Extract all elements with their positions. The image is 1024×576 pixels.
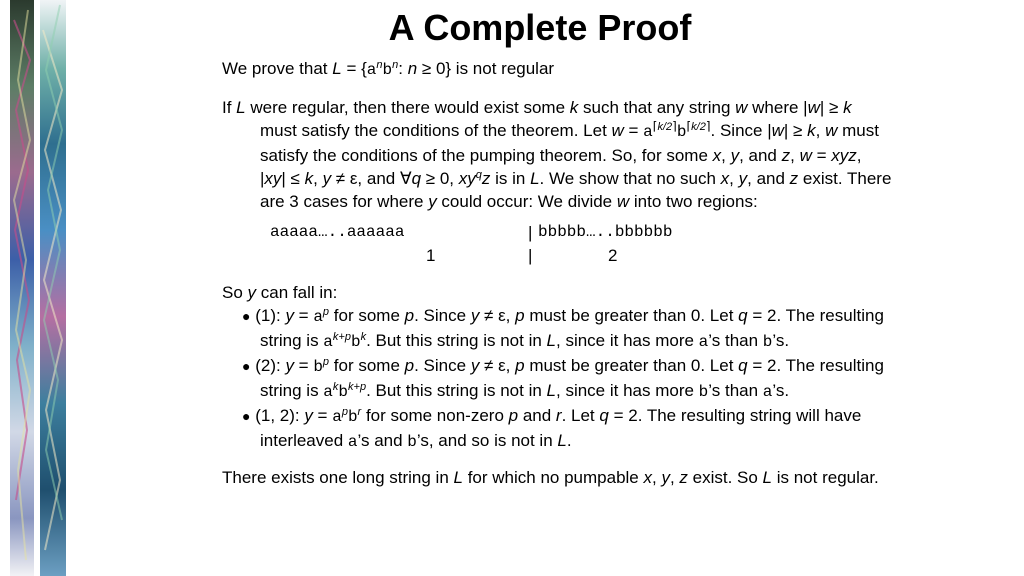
text: exist. So [687, 468, 763, 487]
text: , and [739, 146, 782, 165]
var: y [470, 306, 480, 325]
region-1-string: aaaaa…..aaaaaa [270, 223, 405, 241]
symbol: a [643, 123, 653, 141]
decorative-strip-left [10, 0, 34, 576]
ceil: ⌉ [672, 119, 677, 133]
text: ’s than [708, 381, 763, 400]
text: and [518, 406, 556, 425]
var: p [515, 356, 525, 375]
text: . [566, 431, 572, 450]
var: w [611, 121, 624, 140]
text: = [312, 406, 333, 425]
var: xy [264, 169, 282, 188]
text: , [669, 468, 680, 487]
text: , [815, 121, 826, 140]
text: , and [747, 169, 790, 188]
text: ≥ 0} is not regular [417, 59, 555, 78]
text: So [222, 283, 248, 302]
case-region-1-2 [222, 404, 892, 454]
text: must be greater than 0. Let [524, 306, 739, 325]
symbol: b [350, 333, 361, 351]
var: n [407, 59, 418, 78]
symbol: a [698, 333, 709, 351]
var: L [762, 468, 772, 487]
text: , [790, 146, 800, 165]
text: ≠ ε, and ∀ [331, 169, 412, 188]
text: We prove that [222, 59, 333, 78]
region-2-label: 2 [608, 246, 618, 265]
symbol: b [676, 123, 687, 141]
region-1-label: 1 [426, 246, 436, 265]
text: , since it has more [556, 381, 699, 400]
var: y [661, 468, 670, 487]
exp: k/2 [657, 121, 673, 133]
text: , [651, 468, 662, 487]
text: (1, 2): [255, 406, 305, 425]
var: xy [458, 169, 476, 188]
text: The resulting string is [260, 306, 884, 350]
symbol: b [338, 383, 349, 401]
exp: k+p [348, 381, 367, 393]
var: w [735, 98, 748, 117]
var: L [546, 331, 556, 350]
ceil: ⌈ [652, 119, 658, 133]
symbol: b [313, 358, 323, 376]
var: z [679, 468, 688, 487]
text: = 2. [747, 306, 782, 325]
var: L [453, 468, 463, 487]
text: where | [747, 98, 808, 117]
symbol: b [347, 408, 358, 426]
text: ’s. [772, 381, 790, 400]
text: must satisfy the conditions of the pumping theorem. So, for some [260, 121, 879, 165]
text: ’s, and so is not in [416, 431, 558, 450]
exp: p [322, 356, 330, 368]
var: w [807, 98, 820, 117]
bullet-icon: ● [242, 408, 251, 424]
var: y [322, 169, 332, 188]
slide-title: A Complete Proof [388, 7, 692, 48]
var: r [555, 406, 562, 425]
region-separator: | [528, 223, 533, 242]
var: k [807, 121, 816, 140]
text: ≠ ε, [479, 356, 516, 375]
proof-paragraph [222, 96, 892, 213]
var: p [404, 356, 415, 375]
var: y [304, 406, 313, 425]
region-diagram [222, 221, 892, 269]
var: w [799, 146, 812, 165]
text: ’s than [708, 331, 763, 350]
conclusion [222, 466, 892, 489]
var: p [404, 306, 415, 325]
ceil: ⌈ [686, 119, 692, 133]
text: , [313, 169, 323, 188]
text: must be greater than 0. Let [524, 356, 739, 375]
exp: p [322, 306, 330, 318]
ceil: ⌉ [705, 119, 711, 133]
region-2-string: bbbbb…..bbbbbb [538, 223, 673, 241]
var: x [712, 146, 722, 165]
var: y [428, 192, 437, 211]
var: w [616, 192, 630, 211]
text: , since it has more [556, 331, 699, 350]
var: L [530, 169, 540, 188]
text: If [222, 98, 237, 117]
symbol: a [762, 383, 773, 401]
var: k [843, 98, 852, 117]
exp: k/2 [691, 121, 706, 133]
text: such that any string [578, 98, 736, 117]
exp: r [357, 406, 362, 418]
cases-intro [222, 281, 892, 304]
text: , [729, 169, 739, 188]
symbol: a [323, 333, 333, 351]
decorative-strip-right [40, 0, 66, 576]
var: q [411, 169, 422, 188]
var: q [738, 306, 748, 325]
var: z [789, 169, 799, 188]
var: q [738, 356, 748, 375]
text: exist. There are 3 cases for where [260, 169, 892, 211]
text: , [721, 146, 731, 165]
text: | ≤ [281, 169, 305, 188]
text: . Since [414, 356, 471, 375]
text: | ≥ [783, 121, 808, 140]
var: x [720, 169, 730, 188]
text: ≥ 0, [421, 169, 459, 188]
text: is in [490, 169, 531, 188]
var: p [515, 306, 525, 325]
symbol: b [407, 433, 417, 451]
text: = 2. The resulting string will have interleaved [260, 406, 862, 450]
text: = [293, 356, 314, 375]
symbol: a [366, 61, 377, 79]
var: z [781, 146, 791, 165]
intro-statement [222, 57, 892, 82]
var: w [771, 121, 784, 140]
symbol: a [313, 308, 323, 326]
text: = [623, 121, 644, 140]
exp: n [392, 59, 399, 71]
var: x [643, 468, 652, 487]
symbol: b [762, 333, 773, 351]
text: must satisfy the conditions of the theorem. Let [260, 121, 612, 140]
text: There exists one long string in [222, 468, 454, 487]
proof-body [222, 57, 892, 489]
var: y [470, 356, 480, 375]
text: (2): [255, 356, 286, 375]
text: Since | [715, 121, 772, 140]
symbol: b [698, 383, 709, 401]
exp: n [376, 59, 383, 71]
var: y [285, 306, 294, 325]
var: y [247, 283, 257, 302]
text: for some [329, 306, 405, 325]
var: p [508, 406, 519, 425]
var: y [730, 146, 740, 165]
var: L [332, 59, 342, 78]
symbol: a [332, 408, 342, 426]
text: could occur: We divide [436, 192, 617, 211]
text: (1): [255, 306, 286, 325]
text: into two regions: [629, 192, 758, 211]
var: z [481, 169, 491, 188]
var: y [738, 169, 748, 188]
exp: k [360, 331, 367, 343]
text: | ≥ [819, 98, 844, 117]
symbol: a [347, 433, 358, 451]
var: L [236, 98, 246, 117]
text: . But this string is not in [366, 381, 547, 400]
text: = [293, 306, 314, 325]
bullet-icon: ● [242, 358, 251, 374]
case-region-1 [222, 304, 892, 354]
var: L [546, 381, 556, 400]
var: q [599, 406, 609, 425]
text: . We show that no such [539, 169, 721, 188]
text: = { [341, 59, 367, 78]
text: ’s. [772, 331, 790, 350]
text: ’s and [357, 431, 408, 450]
text: The resulting string is [260, 356, 884, 400]
var: L [557, 431, 567, 450]
symbol: b [382, 61, 393, 79]
region-separator: | [528, 246, 533, 265]
case-region-2 [222, 354, 892, 404]
text: . But this string is not in [366, 331, 547, 350]
text: for some non-zero [361, 406, 509, 425]
var: k [569, 98, 579, 117]
text: were regular, then there would exist some [245, 98, 570, 117]
exp: p [341, 406, 348, 418]
text: . [710, 121, 716, 140]
text: : [398, 59, 408, 78]
symbol: a [323, 383, 333, 401]
bullet-icon: ● [242, 308, 251, 324]
text: = 2. [747, 356, 782, 375]
var: w [825, 121, 838, 140]
text: for which no pumpable [462, 468, 644, 487]
text: . Let [561, 406, 600, 425]
text: = [811, 146, 832, 165]
exp: k [332, 381, 339, 393]
text: for some [329, 356, 405, 375]
var: xyz [831, 146, 857, 165]
exp: q [475, 169, 482, 181]
var: y [285, 356, 294, 375]
text: , | [260, 146, 862, 188]
text: can fall in: [256, 283, 338, 302]
text: is not regular. [772, 468, 879, 487]
text: . Since [414, 306, 471, 325]
exp: k+p [332, 331, 351, 343]
var: k [304, 169, 314, 188]
text: ≠ ε, [479, 306, 516, 325]
